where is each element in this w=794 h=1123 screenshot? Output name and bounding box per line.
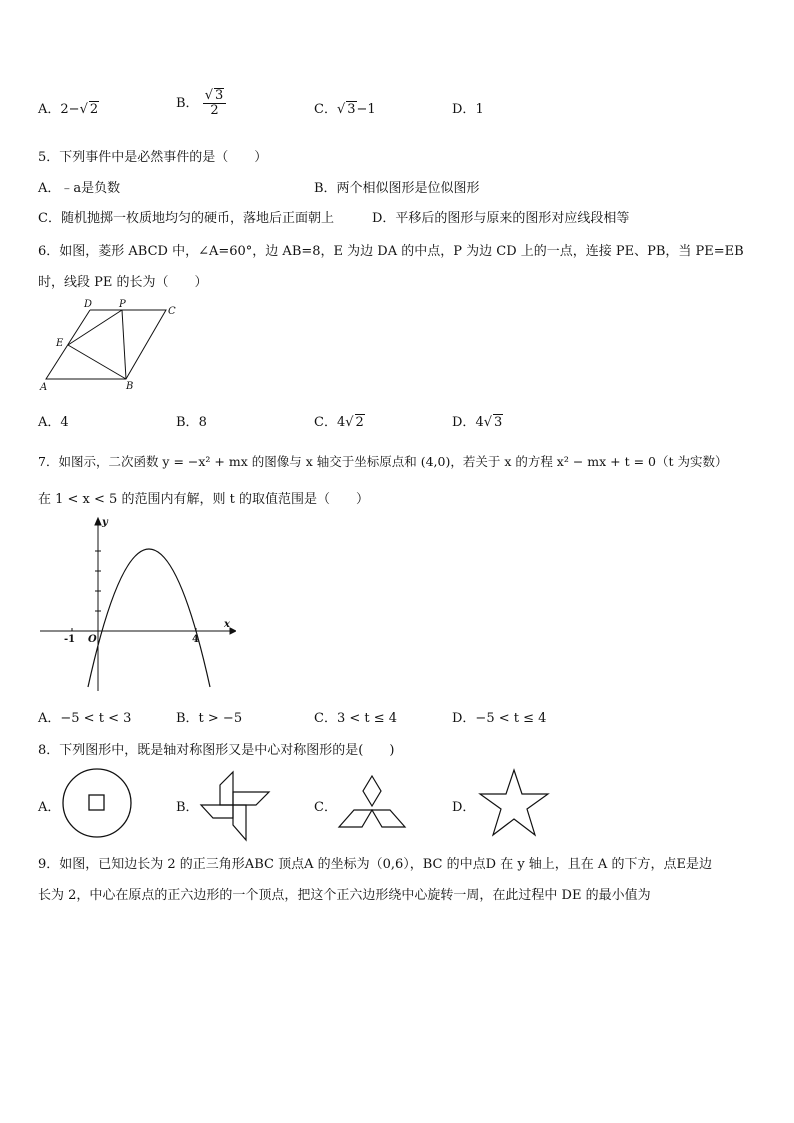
- q9-stem-line1: 9．如图，已知边长为 2 的正三角形ABC 顶点A 的坐标为（0,6），BC 的中点D 在 y 轴上，且在 A 的下方，点E是边: [38, 857, 712, 872]
- option-text: 2−: [60, 102, 80, 117]
- q7-option-c: C．3 < t ≤ 4: [314, 711, 398, 726]
- segment-pb: [122, 310, 126, 379]
- q8-option-c-label: C．: [314, 800, 337, 815]
- tick-label-4: 4: [192, 634, 199, 645]
- q8-stem: 8．下列图形中，既是轴对称图形又是中心对称图形的是( ): [38, 743, 395, 758]
- radicand: 3: [347, 102, 356, 117]
- y-axis-arrow: [95, 518, 101, 525]
- q5-option-b: B．两个相似图形是位似图形: [314, 181, 480, 196]
- vertex-label-c: C: [168, 306, 176, 317]
- tick-label-neg1: -1: [64, 634, 76, 645]
- radicand: 2: [89, 102, 99, 117]
- option-label: A．: [38, 102, 61, 117]
- q6-option-a: A．4: [38, 415, 69, 430]
- q4-option-c: C．√ 3−1: [314, 102, 376, 117]
- q9-stem-line2: 长为 2，中心在原点的正六边形的一个顶点，把这个正六边形绕中心旋转一周，在此过程中 DE 的最小值为: [38, 888, 651, 903]
- three-rhombus-shape: [336, 774, 408, 832]
- option-label: B．: [176, 95, 199, 111]
- q7-stem-line2: 在 1 < x < 5 的范围内有解，则 t 的取值范围是（ ）: [38, 492, 369, 507]
- q4-option-a: A．2−√ 2: [38, 102, 99, 117]
- circle-with-square-shape: [60, 766, 134, 840]
- q8-option-d-label: D．: [452, 800, 476, 815]
- vertex-label-b: B: [126, 381, 134, 392]
- rhombus-figure: [30, 296, 190, 396]
- vertex-label-a: A: [40, 382, 48, 393]
- q7-option-b: B．t > −5: [176, 711, 243, 726]
- q6-stem-line2: 时，线段 PE 的长为（ ）: [38, 275, 208, 290]
- x-axis-label: x: [224, 619, 230, 630]
- vertex-label-d: D: [84, 299, 93, 310]
- q7-stem-line1: 7．如图示，二次函数 y = −x² + mx 的图像与 x 轴交于坐标原点和 (4,0)，若关于 x 的方程 x² − mx + t = 0（t 为实数）: [38, 454, 728, 469]
- q4-option-d: D．1: [452, 102, 484, 117]
- x-axis-arrow: [230, 628, 236, 634]
- q6-option-c: C．4√ 2: [314, 415, 364, 430]
- parabola-graph: [36, 515, 236, 693]
- q6-option-d: D．4√ 3: [452, 415, 503, 430]
- pinwheel-shape: [198, 770, 272, 842]
- segment-eb: [68, 345, 126, 379]
- segment-pe: [68, 310, 122, 345]
- q5-option-a: A．﹣a是负数: [38, 181, 121, 196]
- origin-label: O: [88, 634, 97, 645]
- q7-option-d: D．−5 < t ≤ 4: [452, 711, 547, 726]
- option-label: D．: [452, 102, 476, 117]
- option-label: C．: [314, 102, 337, 117]
- q8-option-b-label: B．: [176, 800, 199, 815]
- fraction: $\frac{√ 3}{2}$: [203, 88, 227, 119]
- q6-stem-line1: 6．如图，菱形 ABCD 中，∠A=60°，边 AB=8，E 为边 DA 的中点，P 为边 CD 上的一点，连接 PE、PB，当 PE=EB: [38, 244, 744, 259]
- vertex-label-e: E: [56, 338, 64, 349]
- parabola-curve: [88, 549, 210, 687]
- q7-option-a: A．−5 < t < 3: [38, 711, 132, 726]
- q5-option-d: D．平移后的图形与原来的图形对应线段相等: [372, 211, 630, 226]
- y-axis-label: y: [102, 517, 108, 528]
- q4-option-b: [176, 88, 226, 119]
- q5-option-c: C．随机抛掷一枚质地均匀的硬币，落地后正面朝上: [38, 211, 334, 226]
- five-point-star-shape: [478, 768, 550, 838]
- q6-option-b: B．8: [176, 415, 207, 430]
- q8-option-a-label: A．: [38, 800, 61, 815]
- vertex-label-p: P: [119, 299, 126, 310]
- q5-stem: 5．下列事件中是必然事件的是（ ）: [38, 150, 268, 165]
